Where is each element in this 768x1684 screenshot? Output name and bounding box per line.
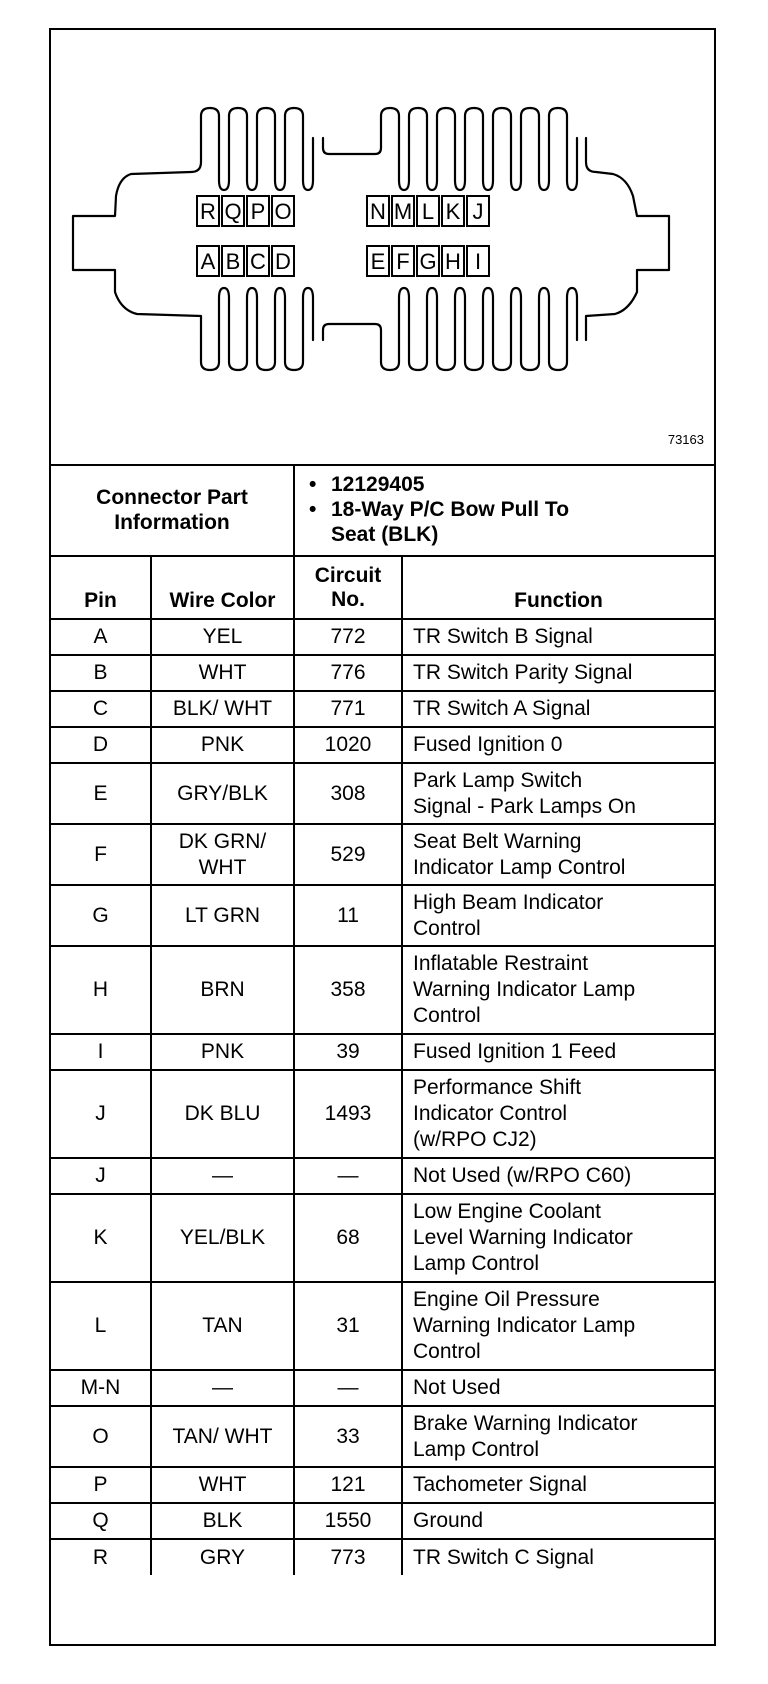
table-row xyxy=(51,1539,714,1575)
pin-cell: H xyxy=(51,946,151,1034)
function-cell xyxy=(402,946,714,1034)
pinout-table xyxy=(51,464,714,1575)
pin-label: R xyxy=(200,199,216,224)
wire-color-cell xyxy=(151,1070,294,1158)
part-info-title xyxy=(51,464,294,556)
connector-finger xyxy=(493,108,521,190)
table-row xyxy=(51,1070,714,1158)
connector-finger xyxy=(437,288,465,370)
function-cell-line: Signal - Park Lamps On xyxy=(413,794,636,818)
function-cell-line: TR Switch B Signal xyxy=(413,625,593,648)
wire-color-cell-line: GRY xyxy=(199,1545,246,1569)
table-row xyxy=(51,1158,714,1194)
circuit-cell: 1550 xyxy=(294,1503,402,1539)
pin-label: G xyxy=(419,249,437,274)
function-cell-line: High Beam Indicator xyxy=(413,890,604,914)
table-row xyxy=(51,619,714,655)
circuit-cell: 1020 xyxy=(294,727,402,763)
table-row xyxy=(51,1034,714,1070)
connector-finger xyxy=(409,108,437,190)
function-cell xyxy=(402,691,714,727)
circuit-cell: 39 xyxy=(294,1034,402,1070)
connector-finger xyxy=(493,288,521,370)
wire-color-cell-line: PNK xyxy=(200,1040,245,1063)
wire-color-cell xyxy=(151,691,294,727)
function-cell xyxy=(402,1370,714,1406)
pin-cell: G xyxy=(51,885,151,946)
pin-cell: P xyxy=(51,1467,151,1503)
circuit-cell: 529 xyxy=(294,824,402,885)
function-cell-line: Seat Belt Warning xyxy=(413,829,582,853)
pin-cell: Q xyxy=(51,1503,151,1539)
function-cell xyxy=(402,1503,714,1539)
column-header-pin: Pin xyxy=(51,556,151,619)
pin-label: P xyxy=(250,199,266,224)
wire-color-cell-line: WHT xyxy=(198,1473,247,1496)
wire-color-cell-line: GRY/BLK xyxy=(177,781,268,805)
pin-cell: F xyxy=(51,824,151,885)
function-cell xyxy=(402,1034,714,1070)
pin-cell: L xyxy=(51,1282,151,1370)
pin-label: K xyxy=(445,199,461,224)
connector-finger xyxy=(521,288,549,370)
pin-label: E xyxy=(370,249,386,274)
function-cell-line: Warning Indicator Lamp xyxy=(413,1314,636,1337)
wire-color-cell-line: — xyxy=(212,1376,233,1399)
function-cell-line: Not Used xyxy=(413,1376,501,1399)
circuit-cell: 121 xyxy=(294,1467,402,1503)
function-cell xyxy=(402,824,714,885)
circuit-cell: 771 xyxy=(294,691,402,727)
part-info-title-line2: Information xyxy=(114,510,230,534)
wire-color-cell xyxy=(151,824,294,885)
wire-color-cell-line: LT GRN xyxy=(184,903,261,927)
pin-cell: J xyxy=(51,1158,151,1194)
circuit-cell: 776 xyxy=(294,655,402,691)
pin-label: N xyxy=(370,199,386,224)
function-cell-line: Ground xyxy=(413,1509,484,1532)
function-cell-line: TR Switch Parity Signal xyxy=(413,661,633,684)
function-cell-line: Tachometer Signal xyxy=(413,1473,587,1496)
table-row xyxy=(51,763,714,824)
function-cell-line: Fused Ignition 1 Feed xyxy=(413,1040,617,1063)
pin-label: O xyxy=(274,199,292,224)
part-info-details xyxy=(294,464,714,556)
function-cell-line: Park Lamp Switch xyxy=(413,768,583,792)
pin-cell: C xyxy=(51,691,151,727)
function-cell xyxy=(402,1467,714,1503)
circuit-cell: 773 xyxy=(294,1539,402,1575)
column-header-wire-color: Wire Color xyxy=(151,556,294,619)
pin-label: I xyxy=(474,249,482,274)
table-row xyxy=(51,1503,714,1539)
connector-finger xyxy=(257,288,285,370)
wire-color-cell xyxy=(151,1282,294,1370)
part-number: • 12129405 xyxy=(331,472,710,497)
column-header-row xyxy=(51,556,714,619)
function-cell xyxy=(402,727,714,763)
function-cell xyxy=(402,885,714,946)
wire-color-cell xyxy=(151,1503,294,1539)
wire-color-cell-line: YEL/BLK xyxy=(179,1226,266,1249)
pin-cell: R xyxy=(51,1539,151,1575)
part-description-line1: • 18-Way P/C Bow Pull To xyxy=(331,497,710,522)
column-header-circuit xyxy=(294,556,402,619)
wire-color-cell-line: BRN xyxy=(200,978,245,1001)
table-row xyxy=(51,655,714,691)
connector-finger xyxy=(381,288,409,370)
circuit-cell: 772 xyxy=(294,619,402,655)
wire-color-cell-line: WHT xyxy=(198,661,247,684)
pin-cell: I xyxy=(51,1034,151,1070)
table-row xyxy=(51,885,714,946)
function-cell xyxy=(402,619,714,655)
part-info-row xyxy=(51,464,714,556)
wire-color-cell xyxy=(151,1370,294,1406)
function-cell-line: Brake Warning Indicator xyxy=(413,1411,638,1435)
function-cell-line: Lamp Control xyxy=(413,1252,540,1275)
function-cell-line: Engine Oil Pressure xyxy=(413,1288,600,1311)
function-cell xyxy=(402,1539,714,1575)
connector-outline-drawing xyxy=(51,30,714,464)
table-row xyxy=(51,946,714,1034)
pin-label: A xyxy=(200,249,216,274)
wire-color-cell xyxy=(151,946,294,1034)
function-cell xyxy=(402,1194,714,1282)
part-info-title-line1: Connector Part xyxy=(96,485,248,509)
pin-label: B xyxy=(225,249,241,274)
connector-finger xyxy=(285,108,313,190)
function-cell-line: Level Warning Indicator xyxy=(413,1226,633,1249)
connector-finger xyxy=(549,288,577,370)
pin-cell: A xyxy=(51,619,151,655)
function-cell xyxy=(402,1282,714,1370)
circuit-cell: 308 xyxy=(294,763,402,824)
part-description-line2: Seat (BLK) xyxy=(331,523,439,546)
connector-diagram xyxy=(51,30,714,466)
table-row xyxy=(51,1194,714,1282)
column-header-circuit-line2: No. xyxy=(331,587,365,611)
wire-color-cell xyxy=(151,1467,294,1503)
function-cell-line: TR Switch C Signal xyxy=(413,1545,594,1569)
wire-color-cell-line: YEL xyxy=(202,625,243,648)
function-cell-line: Indicator Control xyxy=(413,1102,568,1125)
table-row xyxy=(51,824,714,885)
table-row xyxy=(51,727,714,763)
function-cell-line: Indicator Lamp Control xyxy=(413,855,626,879)
wire-color-cell-line: TAN/ WHT xyxy=(172,1424,273,1448)
function-cell-line: Control xyxy=(413,916,481,940)
wire-color-cell-line: WHT xyxy=(198,855,247,879)
connector-finger xyxy=(437,108,465,190)
pin-label: C xyxy=(250,249,266,274)
pin-cell: M-N xyxy=(51,1370,151,1406)
connector-finger xyxy=(521,108,549,190)
function-cell-line: Performance Shift xyxy=(413,1076,582,1099)
column-header-circuit-line1: Circuit xyxy=(314,563,382,587)
pin-label: M xyxy=(393,199,413,224)
connector-finger xyxy=(201,108,229,190)
pin-cell: O xyxy=(51,1406,151,1467)
column-header-function: Function xyxy=(402,556,714,619)
pin-cell: K xyxy=(51,1194,151,1282)
circuit-cell: 31 xyxy=(294,1282,402,1370)
function-cell xyxy=(402,1158,714,1194)
function-cell-line: (w/RPO CJ2) xyxy=(413,1128,537,1151)
function-cell-line: Warning Indicator Lamp xyxy=(413,978,636,1001)
table-row xyxy=(51,1370,714,1406)
function-cell-line: Not Used (w/RPO C60) xyxy=(413,1164,632,1187)
wire-color-cell xyxy=(151,727,294,763)
pin-cell: D xyxy=(51,727,151,763)
wire-color-cell-line: DK GRN/ xyxy=(178,829,267,853)
wire-color-cell xyxy=(151,1406,294,1467)
circuit-cell: 11 xyxy=(294,885,402,946)
wire-color-cell xyxy=(151,655,294,691)
connector-finger xyxy=(409,288,437,370)
pin-cell: J xyxy=(51,1070,151,1158)
pin-label: F xyxy=(396,249,410,274)
wire-color-cell xyxy=(151,1539,294,1575)
function-cell-line: Inflatable Restraint xyxy=(413,952,589,975)
function-cell-line: Control xyxy=(413,1340,481,1363)
wire-color-cell xyxy=(151,619,294,655)
connector-finger xyxy=(201,288,229,370)
wire-color-cell xyxy=(151,1034,294,1070)
circuit-cell: 1493 xyxy=(294,1070,402,1158)
function-cell-line: Lamp Control xyxy=(413,1437,540,1461)
function-cell-line: Control xyxy=(413,1004,481,1027)
circuit-cell: 68 xyxy=(294,1194,402,1282)
circuit-cell: — xyxy=(294,1158,402,1194)
pin-label: Q xyxy=(224,199,242,224)
wire-color-cell-line: — xyxy=(212,1164,233,1187)
pin-label: D xyxy=(275,249,291,274)
wire-color-cell xyxy=(151,1158,294,1194)
connector-finger xyxy=(549,108,577,190)
pin-cell: E xyxy=(51,763,151,824)
circuit-cell: 33 xyxy=(294,1406,402,1467)
wire-color-cell-line: PNK xyxy=(200,733,245,756)
function-cell-line: Low Engine Coolant xyxy=(413,1200,601,1223)
connector-finger xyxy=(257,108,285,190)
pin-label: L xyxy=(421,199,435,224)
connector-sheet xyxy=(49,28,716,1646)
connector-finger xyxy=(465,108,493,190)
wire-color-cell xyxy=(151,885,294,946)
connector-finger xyxy=(229,288,257,370)
wire-color-cell-line: DK BLU xyxy=(184,1102,261,1125)
table-row xyxy=(51,691,714,727)
table-row xyxy=(51,1467,714,1503)
circuit-cell: — xyxy=(294,1370,402,1406)
wire-color-cell xyxy=(151,763,294,824)
table-row xyxy=(51,1406,714,1467)
connector-finger xyxy=(229,108,257,190)
connector-finger xyxy=(465,288,493,370)
function-cell xyxy=(402,763,714,824)
wire-color-cell-line: BLK/ WHT xyxy=(172,697,273,720)
circuit-cell: 358 xyxy=(294,946,402,1034)
function-cell-line: TR Switch A Signal xyxy=(413,697,591,720)
function-cell-line: Fused Ignition 0 xyxy=(413,733,563,756)
pin-label: J xyxy=(472,199,484,224)
connector-finger xyxy=(285,288,313,370)
figure-id: 73163 xyxy=(667,432,704,447)
connector-finger xyxy=(381,108,409,190)
function-cell xyxy=(402,655,714,691)
pin-label: H xyxy=(445,249,461,274)
function-cell xyxy=(402,1406,714,1467)
function-cell xyxy=(402,1070,714,1158)
pin-cell: B xyxy=(51,655,151,691)
table-row xyxy=(51,1282,714,1370)
wire-color-cell-line: BLK xyxy=(202,1509,243,1532)
wire-color-cell xyxy=(151,1194,294,1282)
wire-color-cell-line: TAN xyxy=(202,1314,243,1337)
